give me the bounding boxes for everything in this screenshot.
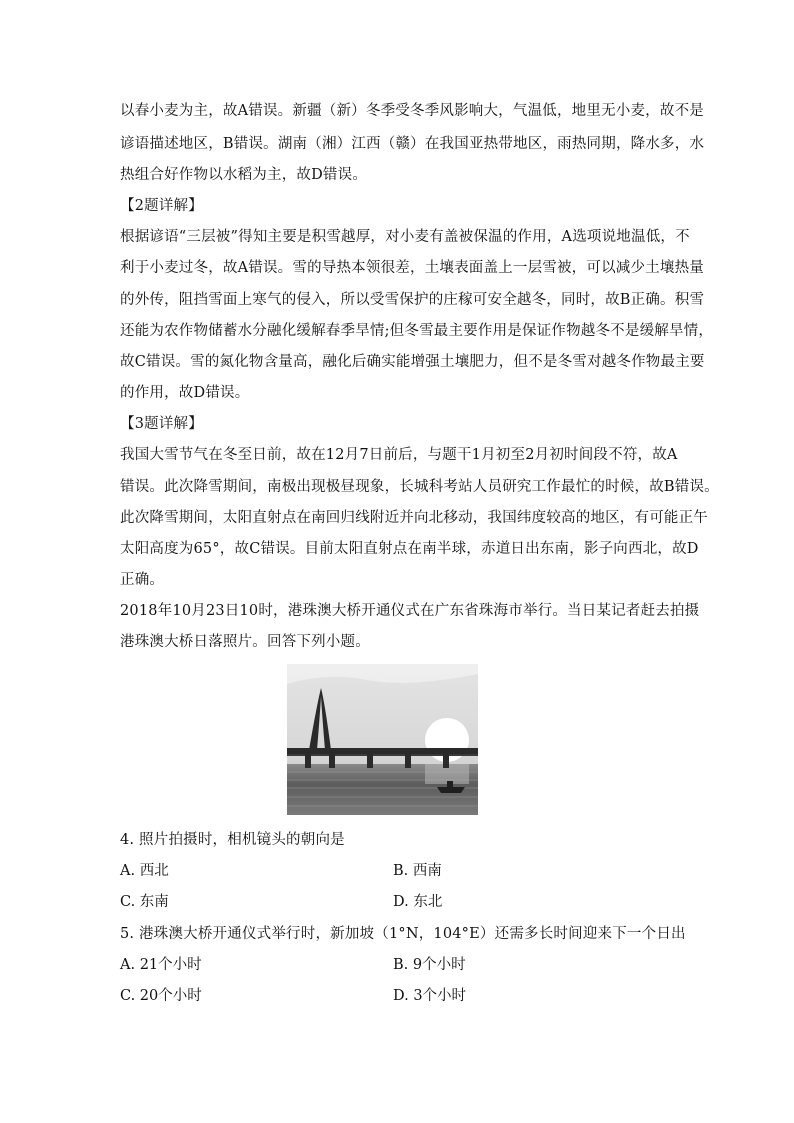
q4-option-a[interactable]: A. 西北 (120, 863, 169, 879)
explanation-line: 的外传，阻挡雪面上寒气的侵入，所以受雪保护的庄稼可安全越冬，同时，故B正确。积雪 (120, 292, 705, 308)
q4-option-b[interactable]: B. 西南 (393, 863, 442, 879)
question-5-stem: 5. 港珠澳大桥开通仪式举行时，新加坡（1°N，104°E）还需多长时间迎来下一个日出 (120, 926, 686, 942)
explanation-line: 我国大雪节气在冬至日前，故在12月7日前后，与题干1月初至2月初时间段不符，故A (120, 447, 678, 463)
q5-option-b[interactable]: B. 9个小时 (393, 957, 466, 973)
explanation-line: 太阳高度为65°，故C错误。目前太阳直射点在南半球，赤道日出东南，影子向西北，故D (120, 541, 699, 557)
explanation-line: 错误。此次降雪期间，南极出现极昼现象，长城科考站人员研究工作最忙的时候，故B错误。 (120, 479, 719, 495)
section-heading-q2: 【2题详解】 (120, 198, 203, 214)
photo-illustration (287, 664, 478, 815)
explanation-line: 以春小麦为主，故A错误。新疆（新）冬季受冬季风影响大，气温低，地里无小麦，故不是 (120, 103, 704, 119)
explanation-line: 热组合好作物以水稻为主，故D错误。 (120, 167, 368, 183)
explanation-line: 正确。 (120, 572, 165, 588)
question-intro: 港珠澳大桥日落照片。回答下列小题。 (120, 634, 370, 650)
explanation-line: 谚语描述地区，B错误。湖南（湘）江西（赣）在我国亚热带地区，雨热同期，降水多，水 (120, 136, 705, 152)
q5-option-d[interactable]: D. 3个小时 (393, 988, 467, 1004)
section-heading-q3: 【3题详解】 (120, 416, 203, 432)
bridge-sunset-photo (287, 664, 478, 815)
q4-option-c[interactable]: C. 东南 (120, 894, 169, 910)
explanation-line: 的作用，故D错误。 (120, 385, 250, 401)
question-4-stem: 4. 照片拍摄时，相机镜头的朝向是 (120, 832, 345, 848)
explanation-line: 还能为农作物储蓄水分融化缓解春季旱情;但冬雪最主要作用是保证作物越冬不是缓解旱情， (120, 323, 714, 339)
q5-option-a[interactable]: A. 21个小时 (120, 957, 202, 973)
q5-option-c[interactable]: C. 20个小时 (120, 988, 202, 1004)
explanation-line: 根据谚语“三层被”得知主要是积雪越厚，对小麦有盖被保温的作用，A选项说地温低，不 (120, 229, 690, 245)
explanation-line: 利于小麦过冬，故A错误。雪的导热本领很差，土壤表面盖上一层雪被，可以减少土壤热量 (120, 260, 704, 276)
q4-option-d[interactable]: D. 东北 (393, 894, 443, 910)
explanation-line: 此次降雪期间，太阳直射点在南回归线附近并向北移动，我国纬度较高的地区，有可能正午 (120, 510, 708, 526)
explanation-line: 故C错误。雪的氮化物含量高，融化后确实能增强土壤肥力，但不是冬雪对越冬作物最主要 (120, 354, 705, 370)
question-intro: 2018年10月23日10时，港珠澳大桥开通仪式在广东省珠海市举行。当日某记者赶去拍摄 (120, 603, 700, 619)
